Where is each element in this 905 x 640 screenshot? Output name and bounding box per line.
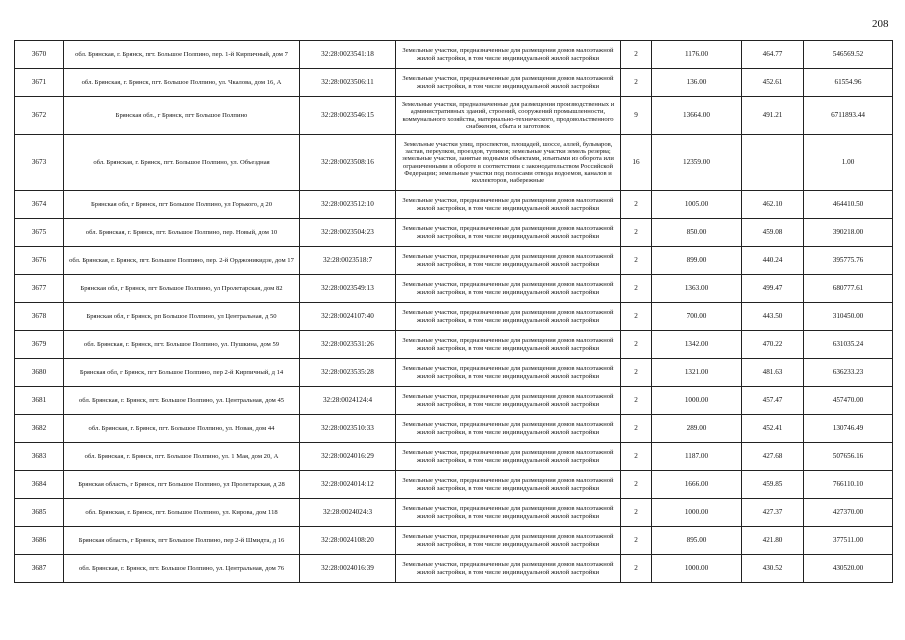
specific-value-cell: 470.22 <box>742 331 804 359</box>
land-use-cell: Земельные участки, предназначенные для размещения домов малоэтажной жилой застройки, в том числе индивидуальной жилой застройки <box>396 443 621 471</box>
use-group-cell: 2 <box>621 69 652 97</box>
cadastral-value-cell: 546569.52 <box>804 41 893 69</box>
cadastral-value-cell: 430520.00 <box>804 555 893 583</box>
specific-value-cell: 499.47 <box>742 275 804 303</box>
cadastral-number-cell: 32:28:0023546:15 <box>300 97 396 135</box>
cadastral-value-cell: 130746.49 <box>804 415 893 443</box>
use-group-cell: 2 <box>621 387 652 415</box>
land-use-cell: Земельные участки, предназначенные для размещения домов малоэтажной жилой застройки, в том числе индивидуальной жилой застройки <box>396 499 621 527</box>
use-group-cell: 2 <box>621 555 652 583</box>
land-use-cell: Земельные участки, предназначенные для размещения домов малоэтажной жилой застройки, в том числе индивидуальной жилой застройки <box>396 359 621 387</box>
cadastral-value-cell: 390218.00 <box>804 219 893 247</box>
table-row <box>15 471 893 499</box>
address-cell: обл. Брянская, г. Брянск, пгт. Большое Полпино, ул. Новая, дом 44 <box>64 415 300 443</box>
address-cell: Брянская обл, г Брянск, пгт Большое Полпино, ул Пролетарская, дом 82 <box>64 275 300 303</box>
land-use-cell: Земельные участки, предназначенные для размещения домов малоэтажной жилой застройки, в том числе индивидуальной жилой застройки <box>396 69 621 97</box>
specific-value-cell: 421.80 <box>742 527 804 555</box>
area-cell: 289.00 <box>652 415 742 443</box>
use-group-cell: 2 <box>621 499 652 527</box>
cadastral-value-cell: 507656.16 <box>804 443 893 471</box>
area-cell: 895.00 <box>652 527 742 555</box>
specific-value-cell: 440.24 <box>742 247 804 275</box>
cadastral-value-cell: 457470.00 <box>804 387 893 415</box>
row-number-cell: 3675 <box>15 219 64 247</box>
land-use-cell: Земельные участки, предназначенные для размещения домов малоэтажной жилой застройки, в том числе индивидуальной жилой застройки <box>396 247 621 275</box>
specific-value-cell: 452.41 <box>742 415 804 443</box>
address-cell: обл. Брянская, г. Брянск, пгт. Большое Полпино, ул. 1 Мая, дом 20, А <box>64 443 300 471</box>
row-number-cell: 3687 <box>15 555 64 583</box>
table-row <box>15 443 893 471</box>
table-row <box>15 219 893 247</box>
cadastral-number-cell: 32:28:0023508:16 <box>300 135 396 191</box>
specific-value-cell: 464.77 <box>742 41 804 69</box>
area-cell: 136.00 <box>652 69 742 97</box>
area-cell: 1666.00 <box>652 471 742 499</box>
address-cell: Брянская обл, г Брянск, пгт Большое Полпино, ул Горького, д 20 <box>64 191 300 219</box>
specific-value-cell: 452.61 <box>742 69 804 97</box>
specific-value-cell: 491.21 <box>742 97 804 135</box>
row-number-cell: 3677 <box>15 275 64 303</box>
cadastral-number-cell: 32:28:0023549:13 <box>300 275 396 303</box>
cadastral-value-cell: 377511.00 <box>804 527 893 555</box>
cadastral-value-cell: 61554.96 <box>804 69 893 97</box>
specific-value-cell: 459.08 <box>742 219 804 247</box>
use-group-cell: 2 <box>621 471 652 499</box>
row-number-cell: 3678 <box>15 303 64 331</box>
cadastral-number-cell: 32:28:0023541:18 <box>300 41 396 69</box>
cadastral-number-cell: 32:28:0024108:20 <box>300 527 396 555</box>
cadastral-value-table <box>14 40 893 583</box>
use-group-cell: 2 <box>621 41 652 69</box>
use-group-cell: 2 <box>621 331 652 359</box>
land-use-cell: Земельные участки, предназначенные для размещения домов малоэтажной жилой застройки, в том числе индивидуальной жилой застройки <box>396 331 621 359</box>
cadastral-value-cell: 310450.00 <box>804 303 893 331</box>
table-row <box>15 359 893 387</box>
specific-value-cell: 481.63 <box>742 359 804 387</box>
cadastral-number-cell: 32:28:0024016:29 <box>300 443 396 471</box>
land-use-cell: Земельные участки, предназначенные для размещения домов малоэтажной жилой застройки, в том числе индивидуальной жилой застройки <box>396 527 621 555</box>
use-group-cell: 2 <box>621 247 652 275</box>
cadastral-value-cell: 1.00 <box>804 135 893 191</box>
land-use-cell: Земельные участки, предназначенные для размещения домов малоэтажной жилой застройки, в том числе индивидуальной жилой застройки <box>396 191 621 219</box>
row-number-cell: 3682 <box>15 415 64 443</box>
land-use-cell: Земельные участки, предназначенные для размещения домов малоэтажной жилой застройки, в том числе индивидуальной жилой застройки <box>396 471 621 499</box>
specific-value-cell: 443.50 <box>742 303 804 331</box>
cadastral-value-cell: 395775.76 <box>804 247 893 275</box>
use-group-cell: 2 <box>621 527 652 555</box>
land-use-cell: Земельные участки, предназначенные для размещения домов малоэтажной жилой застройки, в том числе индивидуальной жилой застройки <box>396 219 621 247</box>
row-number-cell: 3679 <box>15 331 64 359</box>
land-use-cell: Земельные участки, предназначенные для размещения производственных и административных зданий, строений, сооружений промышленности, коммунального хозяйства, материально-технического, продовольственного снабжения, сбыта и заготовок <box>396 97 621 135</box>
row-number-cell: 3671 <box>15 69 64 97</box>
area-cell: 1000.00 <box>652 499 742 527</box>
specific-value-cell: 457.47 <box>742 387 804 415</box>
land-use-cell: Земельные участки, предназначенные для размещения домов малоэтажной жилой застройки, в том числе индивидуальной жилой застройки <box>396 387 621 415</box>
table-row <box>15 331 893 359</box>
cadastral-value-cell: 6711893.44 <box>804 97 893 135</box>
land-use-cell: Земельные участки, предназначенные для размещения домов малоэтажной жилой застройки, в том числе индивидуальной жилой застройки <box>396 415 621 443</box>
table-row <box>15 499 893 527</box>
table-row <box>15 387 893 415</box>
row-number-cell: 3684 <box>15 471 64 499</box>
row-number-cell: 3686 <box>15 527 64 555</box>
address-cell: обл. Брянская, г. Брянск, пгт. Большое Полпино, ул. Пушкина, дом 59 <box>64 331 300 359</box>
area-cell: 850.00 <box>652 219 742 247</box>
table-row <box>15 275 893 303</box>
row-number-cell: 3672 <box>15 97 64 135</box>
specific-value-cell <box>742 135 804 191</box>
cadastral-number-cell: 32:28:0023531:26 <box>300 331 396 359</box>
address-cell: обл. Брянская, г. Брянск, пгт. Большое Полпино, ул. Центральная, дом 45 <box>64 387 300 415</box>
table-row <box>15 247 893 275</box>
row-number-cell: 3683 <box>15 443 64 471</box>
area-cell: 13664.00 <box>652 97 742 135</box>
address-cell: Брянская обл., г Брянск, пгт Большое Полпино <box>64 97 300 135</box>
cadastral-number-cell: 32:28:0024016:39 <box>300 555 396 583</box>
cadastral-number-cell: 32:28:0023535:28 <box>300 359 396 387</box>
area-cell: 1342.00 <box>652 331 742 359</box>
area-cell: 1321.00 <box>652 359 742 387</box>
use-group-cell: 16 <box>621 135 652 191</box>
specific-value-cell: 430.52 <box>742 555 804 583</box>
cadastral-number-cell: 32:28:0023504:23 <box>300 219 396 247</box>
specific-value-cell: 462.10 <box>742 191 804 219</box>
address-cell: Брянская обл, г Брянск, рп Большое Полпино, ул Центральная, д 50 <box>64 303 300 331</box>
cadastral-value-cell: 636233.23 <box>804 359 893 387</box>
cadastral-value-cell: 766110.10 <box>804 471 893 499</box>
address-cell: обл. Брянская, г. Брянск, пгт. Большое Полпино, ул. Кирова, дом 118 <box>64 499 300 527</box>
land-use-cell: Земельные участки, предназначенные для размещения домов малоэтажной жилой застройки, в том числе индивидуальной жилой застройки <box>396 41 621 69</box>
address-cell: Брянская область, г Брянск, пгт Большое Полпино, пер 2-й Шмидта, д 16 <box>64 527 300 555</box>
row-number-cell: 3674 <box>15 191 64 219</box>
area-cell: 1000.00 <box>652 387 742 415</box>
address-cell: обл. Брянская, г. Брянск, пгт. Большое Полпино, ул. Чкалова, дом 16, А <box>64 69 300 97</box>
land-use-cell: Земельные участки, предназначенные для размещения домов малоэтажной жилой застройки, в том числе индивидуальной жилой застройки <box>396 303 621 331</box>
use-group-cell: 2 <box>621 275 652 303</box>
use-group-cell: 2 <box>621 303 652 331</box>
cadastral-value-cell: 464410.50 <box>804 191 893 219</box>
row-number-cell: 3685 <box>15 499 64 527</box>
address-cell: обл. Брянская, г. Брянск, пгт. Большое Полпино, ул. Центральная, дом 76 <box>64 555 300 583</box>
area-cell: 899.00 <box>652 247 742 275</box>
cadastral-value-cell: 427370.00 <box>804 499 893 527</box>
cadastral-number-cell: 32:28:0024107:40 <box>300 303 396 331</box>
cadastral-number-cell: 32:28:0023510:33 <box>300 415 396 443</box>
table-row <box>15 97 893 135</box>
cadastral-number-cell: 32:28:0024024:3 <box>300 499 396 527</box>
use-group-cell: 2 <box>621 191 652 219</box>
address-cell: Брянская область, г Брянск, пгт Большое Полпино, ул Пролетарская, д 28 <box>64 471 300 499</box>
table-row <box>15 303 893 331</box>
table-row <box>15 415 893 443</box>
table-row <box>15 41 893 69</box>
cadastral-number-cell: 32:28:0023506:11 <box>300 69 396 97</box>
table-row <box>15 191 893 219</box>
use-group-cell: 2 <box>621 443 652 471</box>
use-group-cell: 2 <box>621 359 652 387</box>
address-cell: обл. Брянская, г. Брянск, пгт. Большое Полпино, пер. 2-й Орджоникидзе, дом 17 <box>64 247 300 275</box>
table-row <box>15 527 893 555</box>
land-use-cell: Земельные участки улиц, проспектов, площадей, шоссе, аллей, бульваров, застав, переулков, проездов, тупиков; земельные участки земель резерва; земельные участки, занятые водными объектами, изъятыми из оборота или ограниченными в обороте в соответствии с законодательством Российской Федерации; земельные участки под полосами отвода водоемов, каналов и коллекторов, набережные <box>396 135 621 191</box>
area-cell: 1000.00 <box>652 555 742 583</box>
cadastral-value-cell: 631035.24 <box>804 331 893 359</box>
row-number-cell: 3680 <box>15 359 64 387</box>
use-group-cell: 9 <box>621 97 652 135</box>
cadastral-number-cell: 32:28:0024014:12 <box>300 471 396 499</box>
use-group-cell: 2 <box>621 415 652 443</box>
specific-value-cell: 427.68 <box>742 443 804 471</box>
area-cell: 700.00 <box>652 303 742 331</box>
area-cell: 12359.00 <box>652 135 742 191</box>
use-group-cell: 2 <box>621 219 652 247</box>
address-cell: обл. Брянская, г. Брянск, пгт. Большое Полпино, ул. Объездная <box>64 135 300 191</box>
table-row <box>15 69 893 97</box>
specific-value-cell: 459.85 <box>742 471 804 499</box>
area-cell: 1363.00 <box>652 275 742 303</box>
cadastral-number-cell: 32:28:0023512:10 <box>300 191 396 219</box>
area-cell: 1187.00 <box>652 443 742 471</box>
specific-value-cell: 427.37 <box>742 499 804 527</box>
table-body <box>15 41 893 583</box>
cadastral-number-cell: 32:28:0024124:4 <box>300 387 396 415</box>
table-row <box>15 555 893 583</box>
row-number-cell: 3673 <box>15 135 64 191</box>
page-number: 208 <box>872 18 889 30</box>
row-number-cell: 3670 <box>15 41 64 69</box>
area-cell: 1005.00 <box>652 191 742 219</box>
address-cell: обл. Брянская, г. Брянск, пгт. Большое Полпино, пер. Новый, дом 10 <box>64 219 300 247</box>
address-cell: Брянская обл, г Брянск, пгт Большое Полпино, пер 2-й Кирпичный, д 14 <box>64 359 300 387</box>
land-use-cell: Земельные участки, предназначенные для размещения домов малоэтажной жилой застройки, в том числе индивидуальной жилой застройки <box>396 275 621 303</box>
address-cell: обл. Брянская, г. Брянск, пгт. Большое Полпино, пер. 1-й Кирпичный, дом 7 <box>64 41 300 69</box>
area-cell: 1176.00 <box>652 41 742 69</box>
table-row <box>15 135 893 191</box>
cadastral-value-cell: 680777.61 <box>804 275 893 303</box>
row-number-cell: 3681 <box>15 387 64 415</box>
row-number-cell: 3676 <box>15 247 64 275</box>
land-use-cell: Земельные участки, предназначенные для размещения домов малоэтажной жилой застройки, в том числе индивидуальной жилой застройки <box>396 555 621 583</box>
cadastral-number-cell: 32:28:0023518:7 <box>300 247 396 275</box>
